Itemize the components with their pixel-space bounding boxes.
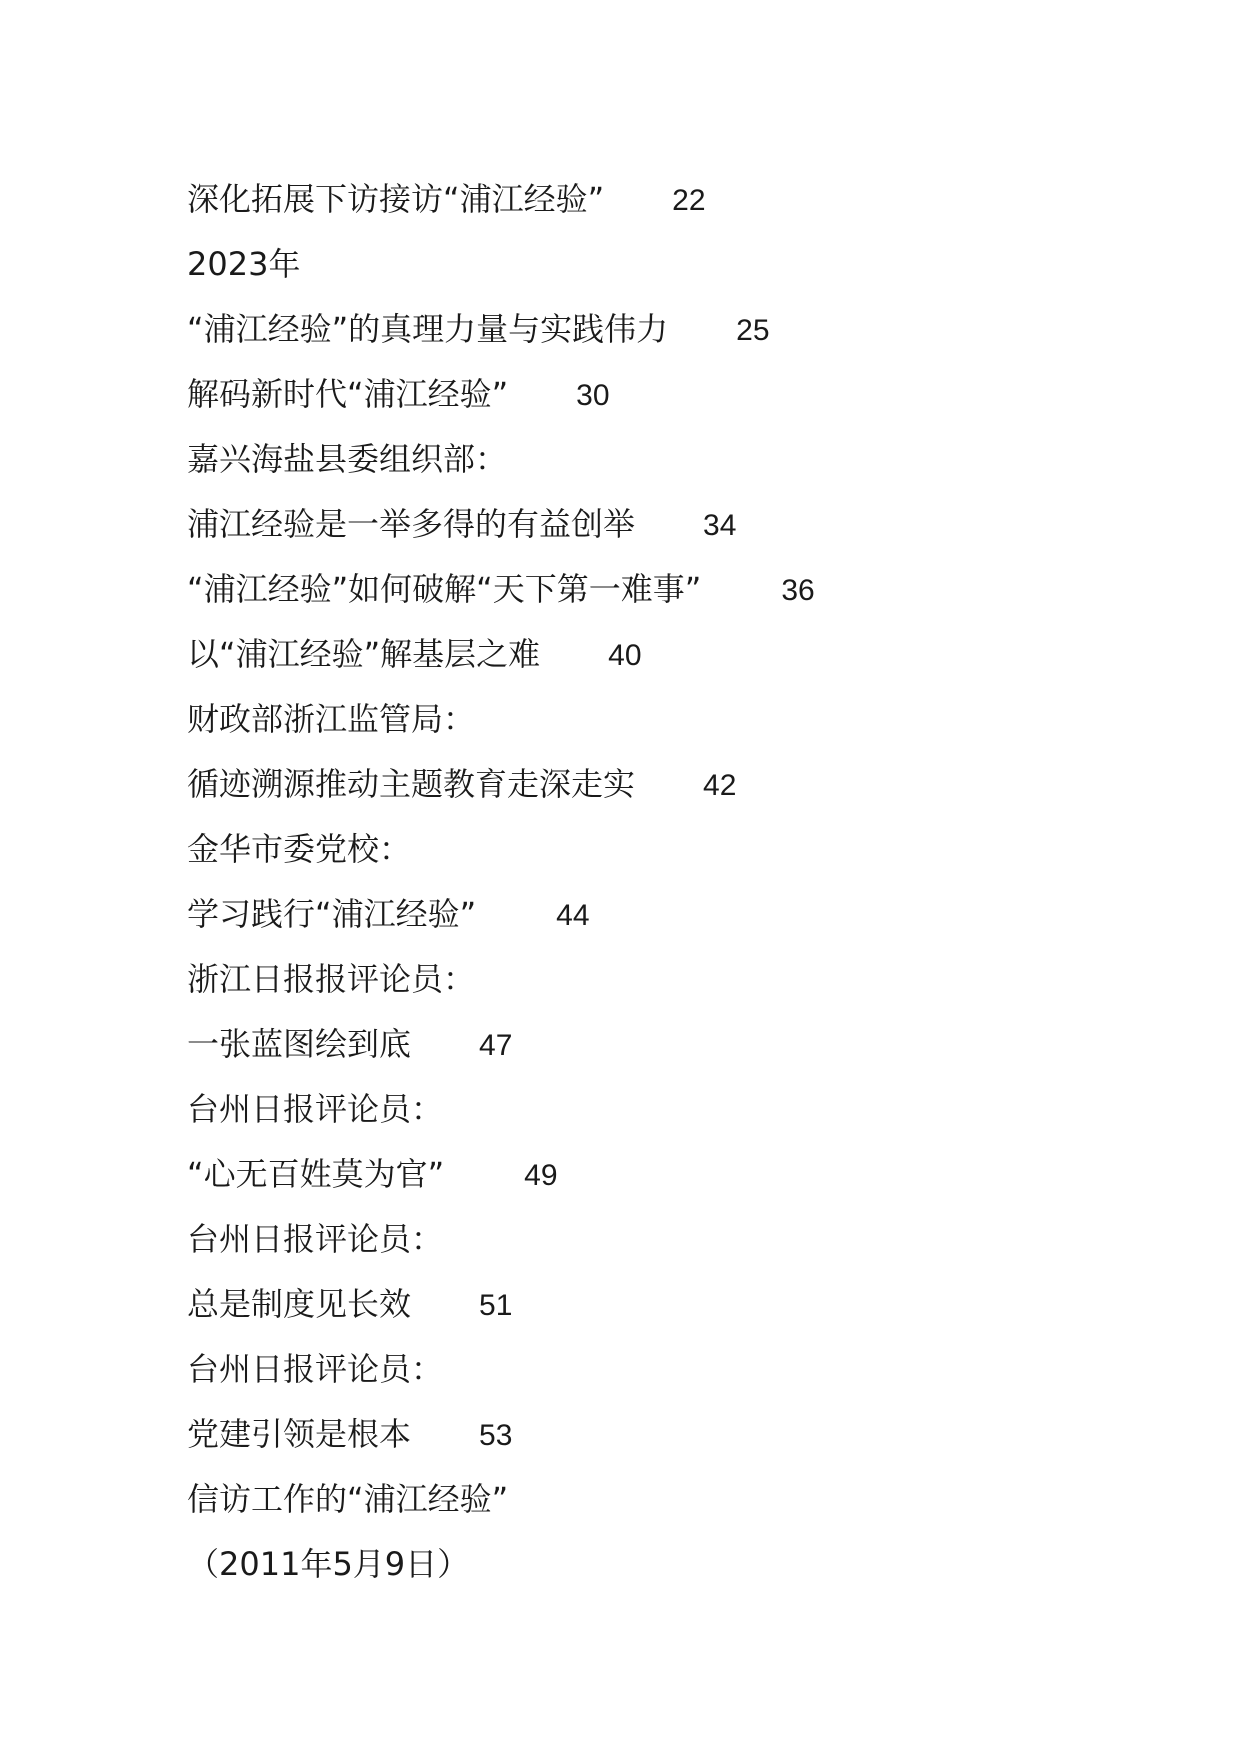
toc-entry-title: 循迹溯源推动主题教育走深走实 — [187, 765, 636, 803]
toc-entry[interactable] — [187, 1272, 1187, 1337]
toc-author-label: 台州日报评论员： — [187, 1220, 444, 1258]
toc-entry-page: 30 — [576, 379, 610, 412]
toc-entry-title: 学习践行“浦江经验” — [187, 895, 477, 933]
toc-author — [187, 687, 1187, 752]
toc-entry[interactable] — [187, 1402, 1187, 1467]
toc-entry[interactable] — [187, 297, 1187, 362]
toc-entry-title: 一张蓝图绘到底 — [187, 1025, 412, 1063]
toc-entry-page: 53 — [479, 1419, 513, 1452]
toc-author — [187, 1207, 1187, 1272]
toc-entry-page: 22 — [672, 184, 706, 217]
toc-entry-page: 25 — [736, 314, 770, 347]
toc-entry[interactable] — [187, 622, 1187, 687]
toc-author-label: 金华市委党校： — [187, 830, 412, 868]
toc-entry[interactable] — [187, 882, 1187, 947]
toc-author-label: 财政部浙江监管局： — [187, 700, 476, 738]
toc-author — [187, 1337, 1187, 1402]
toc-entry[interactable] — [187, 362, 1187, 427]
toc-entry-title: 浦江经验是一举多得的有益创举 — [187, 505, 636, 543]
toc-entry-title: 以“浦江经验”解基层之难 — [187, 635, 541, 673]
toc-author — [187, 1077, 1187, 1142]
toc-author-label: 嘉兴海盐县委组织部： — [187, 440, 508, 478]
toc-entry[interactable] — [187, 1142, 1187, 1207]
toc-entry-title: 深化拓展下访接访“浦江经验” — [187, 180, 605, 218]
toc-entry[interactable] — [187, 167, 1187, 232]
toc-entry-title: 总是制度见长效 — [187, 1285, 412, 1323]
toc-entry-page: 51 — [479, 1289, 513, 1322]
toc-entry-title: “浦江经验”的真理力量与实践伟力 — [187, 310, 669, 348]
toc-author — [187, 427, 1187, 492]
toc-entry-date-text: （2011年5月9日） — [187, 1545, 470, 1583]
toc-entry[interactable] — [187, 1012, 1187, 1077]
toc-entry-page: 42 — [703, 769, 737, 802]
toc-entry-title: “浦江经验”如何破解“天下第一难事” — [187, 570, 702, 608]
toc-section-year — [187, 232, 1187, 297]
toc-entry-page: 40 — [608, 639, 642, 672]
toc-entry-date — [187, 1532, 1187, 1597]
toc-entry-title: 党建引领是根本 — [187, 1415, 412, 1453]
toc-author-label: 浙江日报报评论员： — [187, 960, 476, 998]
toc-author-label: 台州日报评论员： — [187, 1350, 444, 1388]
toc-entry[interactable] — [187, 557, 1187, 622]
toc-entry-page: 47 — [479, 1029, 513, 1062]
toc-entry-page: 49 — [524, 1159, 558, 1192]
toc-section-title: 2023年 — [187, 245, 301, 283]
toc-entry-title: 解码新时代“浦江经验” — [187, 375, 509, 413]
toc-author-label: 台州日报评论员： — [187, 1090, 444, 1128]
table-of-contents — [187, 167, 1187, 1597]
toc-author — [187, 817, 1187, 882]
toc-entry-page: 44 — [556, 899, 590, 932]
toc-entry-page: 36 — [781, 574, 815, 607]
toc-author — [187, 947, 1187, 1012]
toc-entry-title: “心无百姓莫为官” — [187, 1155, 445, 1193]
toc-entry[interactable] — [187, 752, 1187, 817]
toc-entry[interactable] — [187, 492, 1187, 557]
toc-entry-title: 信访工作的“浦江经验” — [187, 1480, 509, 1518]
toc-entry-page: 34 — [703, 509, 737, 542]
toc-entry[interactable] — [187, 1467, 1187, 1532]
